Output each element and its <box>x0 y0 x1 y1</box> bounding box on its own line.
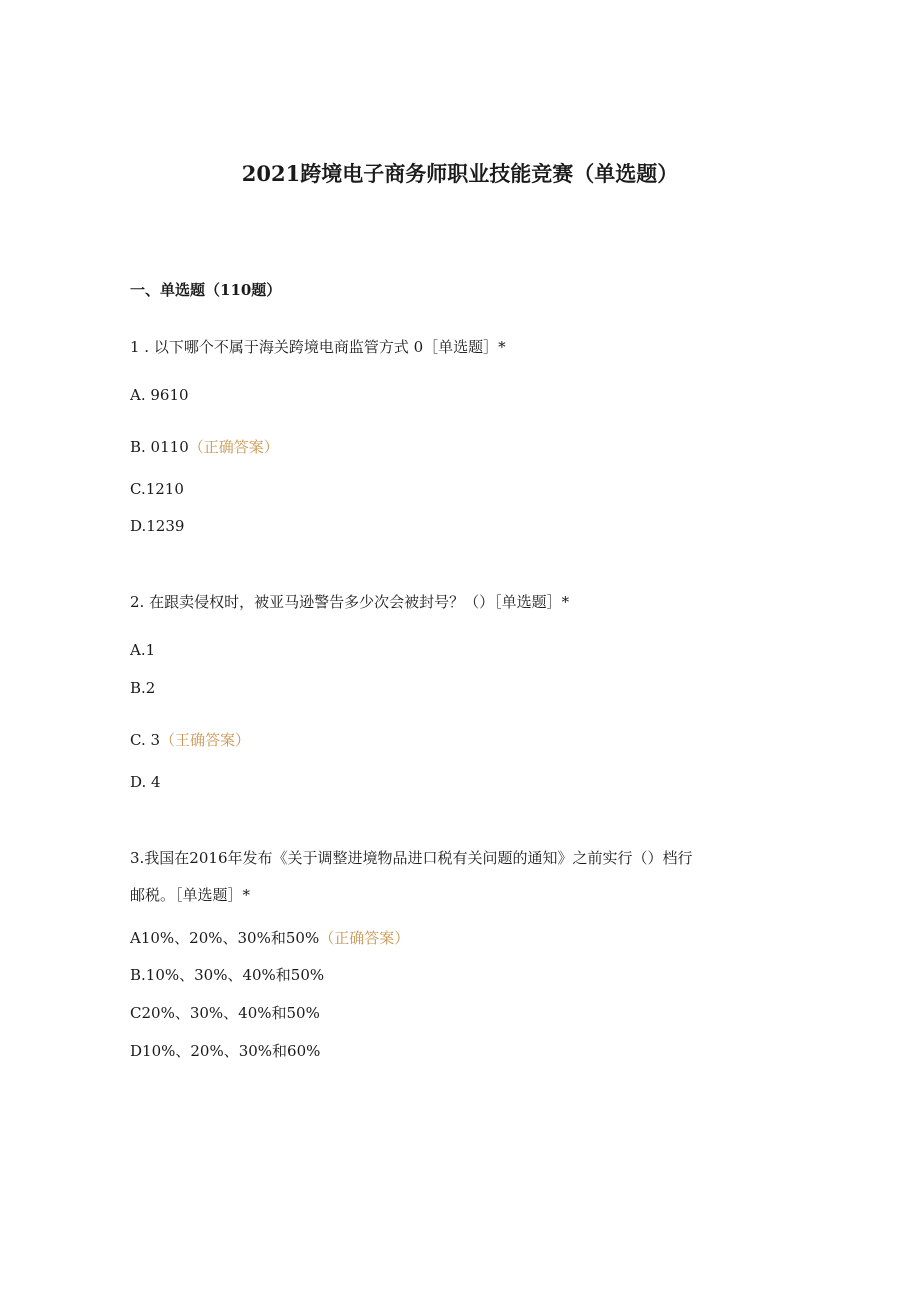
question-1-option-b <box>130 437 279 457</box>
section-heading: 一、单选题（110题） <box>130 281 282 299</box>
question-2-option-a: A.1 <box>130 641 156 659</box>
option-label: C. 3 <box>130 731 161 749</box>
question-3-text-line-2: 邮税。［单选题］* <box>130 886 251 904</box>
document-title: 2021跨境电子商务师职业技能竞赛（单选题） <box>241 161 679 186</box>
question-2-option-d: D. 4 <box>130 773 161 791</box>
question-1-option-c: C.1210 <box>130 480 184 498</box>
question-3-option-c: C20%、30%、40%和50% <box>130 1004 320 1022</box>
correct-answer-mark: （正确答案） <box>319 929 410 947</box>
question-2-text: 2. 在跟卖侵权时，被亚马逊警告多少次会被封号？（）［单选题］* <box>130 593 570 611</box>
question-3-option-a <box>130 928 409 948</box>
question-3-option-b: B.10%、30%、40%和50% <box>130 966 325 984</box>
question-2-option-b: B.2 <box>130 679 156 697</box>
option-label: B. 0110 <box>130 438 189 456</box>
question-1-text: 1 . 以下哪个不属于海关跨境电商监管方式 0［单选题］* <box>130 338 506 356</box>
question-3-option-d: D10%、20%、30%和60% <box>130 1042 321 1060</box>
question-3-text-line-1: 3.我国在2016年发布《关于调整进境物品进口税有关问题的通知》之前实行（）档行 <box>130 849 693 867</box>
correct-answer-mark: （王确答案） <box>160 731 251 749</box>
question-1-option-a: A. 9610 <box>130 386 189 404</box>
correct-answer-mark: （正确答案） <box>188 438 279 456</box>
question-2-option-c <box>130 730 250 750</box>
question-1-option-d: D.1239 <box>130 517 185 535</box>
option-label: A10%、20%、30%和50% <box>130 929 320 947</box>
